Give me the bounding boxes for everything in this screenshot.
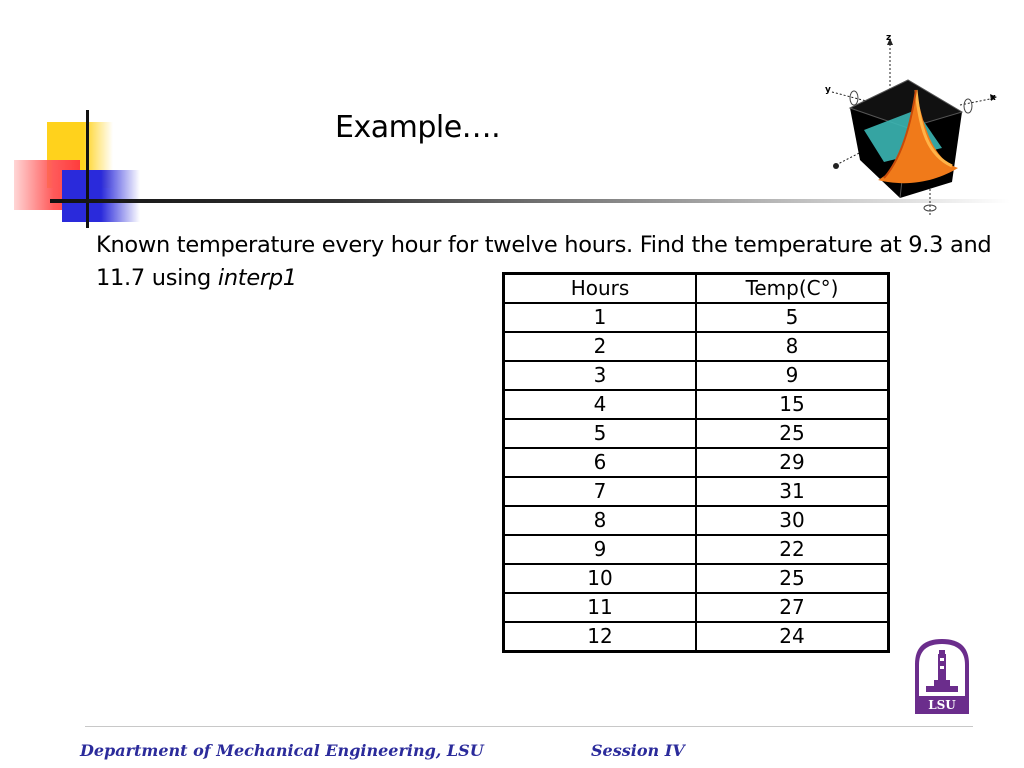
temp-cell: 9 <box>696 361 889 390</box>
hour-cell: 3 <box>504 361 697 390</box>
table-row <box>504 303 889 332</box>
temp-cell: 25 <box>696 564 889 593</box>
temp-cell: 25 <box>696 419 889 448</box>
temp-cell: 30 <box>696 506 889 535</box>
footer-department: Department of Mechanical Engineering, LSU <box>80 741 484 760</box>
table-row <box>504 535 889 564</box>
table-row <box>504 564 889 593</box>
temp-cell: 22 <box>696 535 889 564</box>
hour-cell: 6 <box>504 448 697 477</box>
temp-cell: 29 <box>696 448 889 477</box>
hour-cell: 4 <box>504 390 697 419</box>
table-row <box>504 448 889 477</box>
hour-cell: 1 <box>504 303 697 332</box>
table-row <box>504 477 889 506</box>
temp-cell: 27 <box>696 593 889 622</box>
table-row <box>504 390 889 419</box>
logo-text: LSU <box>928 698 956 712</box>
lsu-logo <box>912 636 972 716</box>
slide-title: Example…. <box>335 110 501 145</box>
hour-cell: 7 <box>504 477 697 506</box>
hour-cell: 2 <box>504 332 697 361</box>
table-row <box>504 361 889 390</box>
hour-cell: 9 <box>504 535 697 564</box>
hour-cell: 5 <box>504 419 697 448</box>
table-row <box>504 332 889 361</box>
table-row <box>504 593 889 622</box>
footer-session: Session IV <box>591 741 685 760</box>
decorative-blue-square <box>62 170 140 222</box>
matlab-cube-graphic <box>820 30 1005 220</box>
hour-cell: 12 <box>504 622 697 652</box>
temp-cell: 15 <box>696 390 889 419</box>
table-row <box>504 419 889 448</box>
hour-cell: 8 <box>504 506 697 535</box>
temp-cell: 31 <box>696 477 889 506</box>
table-row <box>504 622 889 652</box>
temp-cell: 24 <box>696 622 889 652</box>
header-temp: Temp(C°) <box>696 274 889 304</box>
header-hours: Hours <box>504 274 697 304</box>
temperature-table <box>502 272 890 653</box>
temp-cell: 8 <box>696 332 889 361</box>
axis-label-y: y <box>825 85 831 95</box>
decorative-vertical-line <box>86 110 89 228</box>
hour-cell: 11 <box>504 593 697 622</box>
axis-label-z: z <box>886 33 892 43</box>
table-header-row <box>504 274 889 304</box>
table-row <box>504 506 889 535</box>
body-text-emphasis: interp1 <box>217 265 297 291</box>
hour-cell: 10 <box>504 564 697 593</box>
temp-cell: 5 <box>696 303 889 332</box>
body-text-main: Known temperature every hour for twelve hours. Find the temperature at 9.3 and 11.7 using <box>96 232 992 291</box>
axis-label-x: x <box>990 93 996 103</box>
footer-divider <box>85 726 973 727</box>
